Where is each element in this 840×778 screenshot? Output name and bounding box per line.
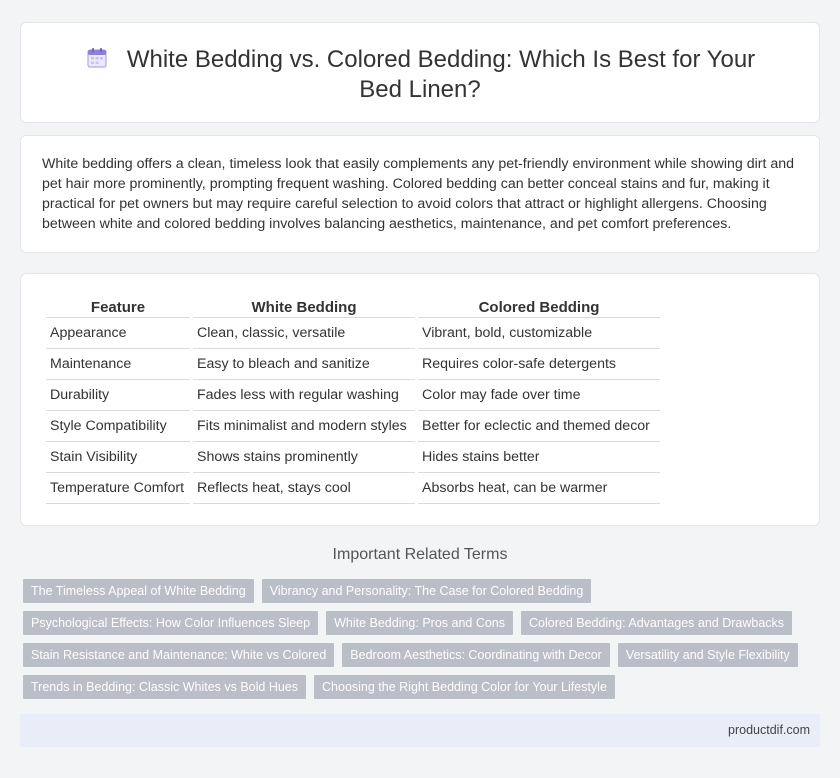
column-header-white: White Bedding [193, 296, 415, 318]
table-row [46, 349, 660, 380]
table-cell: Absorbs heat, can be warmer [418, 473, 660, 504]
table-cell: Style Compatibility [46, 411, 190, 442]
page-title: White Bedding vs. Colored Bedding: Which Is Best for Your Bed Linen? [126, 46, 756, 103]
table-cell: Requires color-safe detergents [418, 349, 660, 380]
table-cell: Temperature Comfort [46, 473, 190, 504]
related-term-tag[interactable]: Versatility and Style Flexibility [618, 643, 798, 667]
related-terms-list [23, 579, 813, 699]
table-cell: Better for eclectic and themed decor [418, 411, 660, 442]
table-cell: Reflects heat, stays cool [193, 473, 415, 504]
table-cell: Color may fade over time [418, 380, 660, 411]
table-cell: Maintenance [46, 349, 190, 380]
related-term-tag[interactable]: The Timeless Appeal of White Bedding [23, 579, 254, 603]
table-cell: Fits minimalist and modern styles [193, 411, 415, 442]
table-cell: Shows stains prominently [193, 442, 415, 473]
related-term-tag[interactable]: White Bedding: Pros and Cons [326, 611, 513, 635]
table-row [46, 380, 660, 411]
column-header-feature: Feature [46, 296, 190, 318]
table-row [46, 473, 660, 504]
related-term-tag[interactable]: Psychological Effects: How Color Influences Sleep [23, 611, 318, 635]
table-cell: Hides stains better [418, 442, 660, 473]
comparison-table [43, 296, 663, 504]
related-term-tag[interactable]: Colored Bedding: Advantages and Drawbacks [521, 611, 792, 635]
title-card [20, 22, 820, 123]
table-cell: Vibrant, bold, customizable [418, 318, 660, 349]
page-title-wrap [61, 45, 779, 105]
table-header-row [46, 296, 660, 318]
calendar-icon [85, 46, 109, 70]
table-cell: Stain Visibility [46, 442, 190, 473]
table-cell: Clean, classic, versatile [193, 318, 415, 349]
related-terms-heading: Important Related Terms [332, 546, 508, 563]
intro-paragraph: White bedding offers a clean, timeless look that easily complements any pet-friendly environment while showing dirt and pet hair more prominently, prompting frequent washing. Colored bedding can better conceal stains and fur, making it practical for pet owners but may require careful selection to avoid colors that attract or highlight allergens. Choosing between white and colored bedding involves balancing aesthetics, maintenance, and pet comfort preferences. [42, 156, 795, 232]
table-row [46, 442, 660, 473]
table-cell: Durability [46, 380, 190, 411]
footer [20, 714, 820, 747]
table-cell: Easy to bleach and sanitize [193, 349, 415, 380]
footer-site-link[interactable]: productdif.com [728, 723, 810, 737]
related-term-tag[interactable]: Stain Resistance and Maintenance: White vs Colored [23, 643, 334, 667]
table-cell: Fades less with regular washing [193, 380, 415, 411]
column-header-colored: Colored Bedding [418, 296, 660, 318]
table-row [46, 318, 660, 349]
related-term-tag[interactable]: Choosing the Right Bedding Color for Your Lifestyle [314, 675, 615, 699]
related-term-tag[interactable]: Trends in Bedding: Classic Whites vs Bold Hues [23, 675, 306, 699]
related-term-tag[interactable]: Vibrancy and Personality: The Case for Colored Bedding [262, 579, 592, 603]
intro-card [20, 135, 820, 253]
table-cell: Appearance [46, 318, 190, 349]
comparison-card [20, 273, 820, 526]
table-row [46, 411, 660, 442]
related-term-tag[interactable]: Bedroom Aesthetics: Coordinating with Decor [342, 643, 610, 667]
